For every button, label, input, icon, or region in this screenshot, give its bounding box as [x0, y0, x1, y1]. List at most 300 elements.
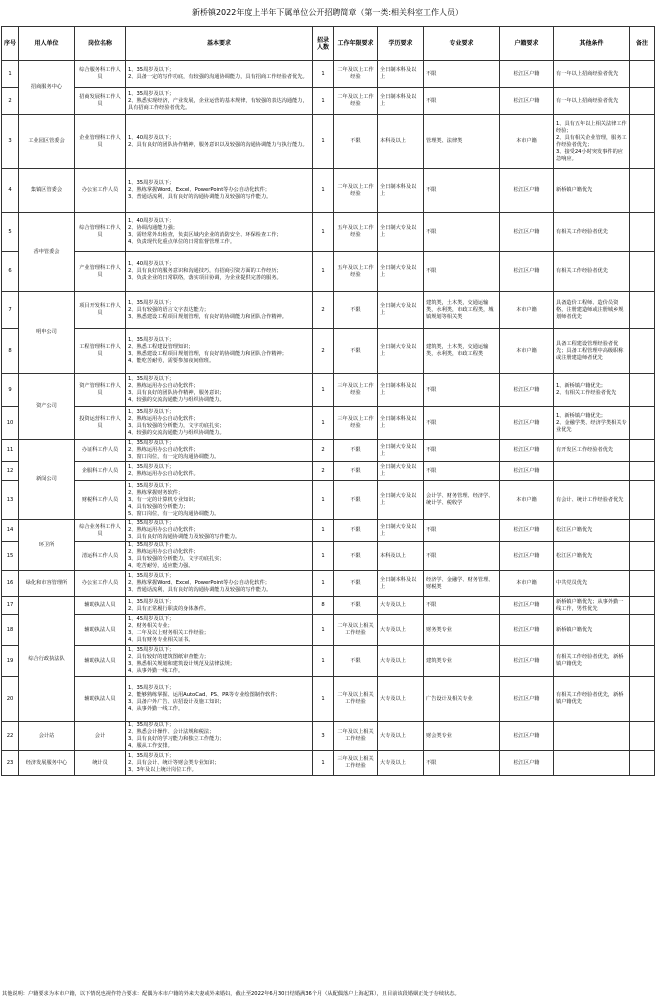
requirements-cell — [126, 481, 313, 520]
requirement-line: 2、熟练掌握Word、Excel、PowerPoint等办公自动化软件； — [128, 187, 270, 193]
other-conditions-cell: 中共党员优先 — [554, 571, 630, 597]
row-number: 6 — [2, 252, 19, 292]
requirements-cell — [126, 722, 313, 751]
other-conditions-cell: 新桥镇户籍优先；从事外勤一线工作，男性优先 — [554, 597, 630, 615]
work-years-cell: 三年及以上工作经验 — [334, 374, 378, 407]
education-cell: 全日制大专及以上 — [378, 252, 424, 292]
post-cell: 投资运营科工作人员 — [75, 407, 126, 440]
table-row — [2, 88, 655, 115]
work-years-cell: 不限 — [334, 481, 378, 520]
table-row — [2, 646, 655, 677]
major-cell: 不限 — [424, 542, 500, 571]
requirement-line: 1、35周岁及以下； — [128, 482, 175, 489]
hukou-cell: 松江区户籍 — [500, 597, 554, 615]
post-cell: 企业管理科工作人员 — [75, 115, 126, 169]
other-conditions-cell — [554, 751, 630, 776]
table-row — [2, 462, 655, 481]
note-cell — [630, 88, 655, 115]
major-cell: 广告设计及相关专业 — [424, 677, 500, 722]
work-years-cell: 五年及以上工作经验 — [334, 213, 378, 252]
row-number: 19 — [2, 646, 19, 677]
requirement-line: 1、35周岁及以下； — [128, 90, 175, 97]
hukou-cell: 本市户籍 — [500, 481, 554, 520]
recruitment-table — [1, 26, 655, 776]
row-number: 13 — [2, 481, 19, 520]
note-cell — [630, 542, 655, 571]
row-number: 15 — [2, 542, 19, 571]
major-cell: 管理类、法律类 — [424, 115, 500, 169]
requirement-line: 1、35周岁及以下； — [128, 376, 175, 382]
requirement-line: 1、35周岁及以下； — [128, 542, 175, 548]
work-years-cell: 二年及以上工作经验 — [334, 88, 378, 115]
requirement-line: 3、具有良好的团队协作精神，服务意识； — [128, 390, 225, 396]
requirement-line: 2、协调沟通能力强； — [128, 225, 178, 231]
table-row — [2, 213, 655, 252]
education-cell: 大专及以上 — [378, 722, 424, 751]
major-cell: 建筑类，土木类，交通运输类，水利类，市政工程类，城镇规划等相关类 — [424, 292, 500, 329]
major-cell: 不限 — [424, 520, 500, 542]
education-cell: 本科及以上 — [378, 542, 424, 571]
post-cell: 综合服务科工作人员 — [75, 61, 126, 88]
table-row — [2, 542, 655, 571]
row-number: 20 — [2, 677, 19, 722]
other-conditions-cell: 有一年以上招商经验者优先 — [554, 88, 630, 115]
table-row — [2, 407, 655, 440]
post-cell: 项目开发科工作人员 — [75, 292, 126, 329]
major-cell: 不限 — [424, 440, 500, 462]
table-row — [2, 329, 655, 374]
table-row — [2, 520, 655, 542]
education-cell: 全日制本科及以上 — [378, 88, 424, 115]
education-cell: 全日制本科及以上 — [378, 61, 424, 88]
requirements-cell — [126, 597, 313, 615]
other-conditions-cell: 有相关工作经验者优先，新桥镇户籍优先 — [554, 646, 630, 677]
hukou-cell: 松江区户籍 — [500, 252, 554, 292]
note-cell — [630, 597, 655, 615]
note-cell — [630, 407, 655, 440]
requirement-line: 3、具有良好的沟通协调能力及较强的写作能力。 — [128, 534, 241, 540]
requirement-line: 1、35周岁及以下； — [128, 647, 175, 653]
requirement-line: 3、窗口岗位，有一定的沟通协调能力。 — [128, 454, 220, 460]
row-number: 7 — [2, 292, 19, 329]
requirement-line: 4、能吃苦耐劳，需要参加夜间值班。 — [128, 358, 215, 364]
headcount-cell: 2 — [313, 329, 334, 374]
requirement-line: 1、35周岁及以下； — [128, 180, 175, 186]
work-years-cell: 不限 — [334, 329, 378, 374]
table-row — [2, 481, 655, 520]
note-cell — [630, 292, 655, 329]
hukou-cell: 松江区户籍 — [500, 462, 554, 481]
row-number: 14 — [2, 520, 19, 542]
major-cell: 不限 — [424, 597, 500, 615]
work-years-cell: 三年及以上工作经验 — [334, 407, 378, 440]
row-number: 3 — [2, 115, 19, 169]
work-years-cell: 二年及以上工作经验 — [334, 61, 378, 88]
requirements-cell — [126, 252, 313, 292]
row-number: 11 — [2, 440, 19, 462]
requirement-line: 2、具有较强的语言文字表达能力； — [128, 306, 210, 313]
post-cell: 招商发展科工作人员 — [75, 88, 126, 115]
hukou-cell: 松江区户籍 — [500, 615, 554, 646]
header-cell: 工作年限要求 — [334, 27, 378, 61]
hukou-cell: 松江区户籍 — [500, 646, 554, 677]
education-cell: 大专及以上 — [378, 615, 424, 646]
employer-cell: 明申公司 — [19, 292, 75, 374]
hukou-cell: 本市户籍 — [500, 292, 554, 329]
education-cell: 大专及以上 — [378, 646, 424, 677]
requirement-line: 1、35周岁及以下； — [128, 722, 175, 728]
header-cell: 备注 — [630, 27, 655, 61]
work-years-cell: 二年及以上相关工作经验 — [334, 615, 378, 646]
work-years-cell: 五年及以上工作经验 — [334, 252, 378, 292]
employer-cell: 招商服务中心 — [19, 61, 75, 115]
major-cell: 不限 — [424, 407, 500, 440]
other-conditions-cell: 新桥镇户籍优先 — [554, 169, 630, 213]
requirements-cell — [126, 61, 313, 88]
table-row — [2, 292, 655, 329]
requirement-line: 4、服从工作安排。 — [128, 743, 173, 749]
requirement-line: 1、35周岁及以下； — [128, 409, 175, 415]
headcount-cell: 1 — [313, 751, 334, 776]
hukou-cell: 松江区户籍 — [500, 677, 554, 722]
other-conditions-cell: 有相关工作经验者优先，新桥镇户籍优先 — [554, 677, 630, 722]
work-years-cell: 不限 — [334, 520, 378, 542]
education-cell: 大专及以上 — [378, 597, 424, 615]
education-cell: 全日制本科及以上 — [378, 169, 424, 213]
post-cell: 清运科工作人员 — [75, 542, 126, 571]
post-cell: 财税科工作人员 — [75, 481, 126, 520]
requirement-line: 3、普通话流利，具有良好的沟通协调能力及较强的写作能力。 — [128, 194, 272, 200]
hukou-cell: 松江区户籍 — [500, 169, 554, 213]
row-number: 18 — [2, 615, 19, 646]
footer-note: 其他说明：户籍要求为本市户籍，以下情况也视作符合要求：配偶为本市户籍的外来夫妻或外来婚妇，截止至2022年6月30日结婚满36个月（从配偶落户上海起算），且目前该段婚姻正处于存续状态。 — [2, 991, 460, 997]
requirement-line: 1、35周岁及以下； — [128, 520, 175, 526]
employer-cell: 集镇区管委会 — [19, 169, 75, 213]
requirement-line: 2、能够熟练掌握、运用AutoCad、PS、PR等专业绘图制作软件； — [128, 692, 281, 698]
table-row — [2, 597, 655, 615]
requirement-line: 4、从事外勤一线工作。 — [128, 668, 184, 674]
post-cell: 综合业务科工作人员 — [75, 520, 126, 542]
requirement-line: 2、熟练运用办公自动化软件。 — [128, 471, 199, 477]
requirement-line: 5、窗口岗位，有一定的沟通协调能力。 — [128, 510, 220, 517]
requirement-line: 1、35周岁及以下； — [128, 299, 175, 306]
requirements-cell — [126, 615, 313, 646]
headcount-cell: 1 — [313, 252, 334, 292]
headcount-cell: 1 — [313, 213, 334, 252]
requirement-line: 3、具备户外广告、店招设计及施工知识； — [128, 699, 225, 705]
requirements-cell — [126, 407, 313, 440]
headcount-cell: 1 — [313, 88, 334, 115]
hukou-cell: 松江区户籍 — [500, 407, 554, 440]
requirement-line: 1、35周岁及以下； — [128, 440, 175, 446]
note-cell — [630, 677, 655, 722]
work-years-cell: 二年及以上工作经验 — [334, 169, 378, 213]
requirements-cell — [126, 440, 313, 462]
post-cell: 办证科工作人员 — [75, 440, 126, 462]
requirement-line: 3、具有较强的分析能力，文字功底扎实； — [128, 556, 225, 562]
requirements-cell — [126, 751, 313, 776]
hukou-cell: 本市户籍 — [500, 115, 554, 169]
requirement-line: 2、熟练运用办公自动化软件； — [128, 447, 199, 453]
requirement-line: 1、35周岁及以下； — [128, 67, 175, 73]
other-conditions-cell: 有会计、统计工作经验者优先 — [554, 481, 630, 520]
requirement-line: 2、具备一定的写作功底，有较强的沟通协调能力，具有招商工作经验者优先。 — [128, 74, 308, 80]
requirements-cell — [126, 462, 313, 481]
requirements-cell — [126, 571, 313, 597]
requirement-line: 2、熟练运用办公自动化软件； — [128, 527, 199, 533]
education-cell: 全日制大专及以上 — [378, 329, 424, 374]
requirement-line: 3、具有良好的学习能力和独立工作能力； — [128, 736, 225, 742]
work-years-cell: 不限 — [334, 462, 378, 481]
note-cell — [630, 462, 655, 481]
work-years-cell: 不限 — [334, 597, 378, 615]
other-conditions-cell: 有开发区工作经验者优先 — [554, 440, 630, 462]
requirement-line: 1、40周岁及以下； — [128, 134, 175, 141]
other-conditions-cell: 1、新桥镇户籍优先； 2、金融学类、经济学类相关专业优先 — [554, 407, 630, 440]
row-number: 12 — [2, 462, 19, 481]
requirement-line: 4、较强的交流沟通能力与组织协调能力。 — [128, 397, 225, 403]
post-cell: 辅助执法人员 — [75, 597, 126, 615]
headcount-cell: 1 — [313, 374, 334, 407]
employer-cell: 香申管委会 — [19, 213, 75, 292]
other-conditions-cell: 有相关工作经验者优先 — [554, 213, 630, 252]
employer-cell: 会计站 — [19, 722, 75, 751]
post-cell: 产业管理科工作人员 — [75, 252, 126, 292]
row-number: 8 — [2, 329, 19, 374]
requirements-cell — [126, 677, 313, 722]
requirements-cell — [126, 115, 313, 169]
post-cell: 办公室工作人员 — [75, 169, 126, 213]
major-cell: 不限 — [424, 213, 500, 252]
other-conditions-cell: 具备造价工程师、造价员资格，注册建造师或注册城乡规划师者优先 — [554, 292, 630, 329]
work-years-cell: 二年及以上相关工作经验 — [334, 722, 378, 751]
requirement-line: 3、具有较强的分析能力，文字功底扎实； — [128, 423, 225, 429]
requirement-line: 2、熟练运用办公自动化软件； — [128, 383, 199, 389]
document-title: 新桥镇2022年度上半年下属单位公开招聘简章（第一类:相关科室工作人员） — [191, 8, 464, 17]
table-header — [2, 27, 655, 61]
header-cell: 专业要求 — [424, 27, 500, 61]
education-cell: 全日制大专及以上 — [378, 481, 424, 520]
note-cell — [630, 722, 655, 751]
requirement-line: 3、需经常外出检查，负责区域内企业的消防安全、环保检查工作； — [128, 232, 282, 238]
work-years-cell: 三年及以上相关工作经验 — [334, 751, 378, 776]
major-cell: 经济学、金融学、财务管理、财税类 — [424, 571, 500, 597]
hukou-cell: 松江区户籍 — [500, 374, 554, 407]
requirement-line: 2、熟练运用办公自动化软件； — [128, 416, 199, 422]
requirements-cell — [126, 374, 313, 407]
note-cell — [630, 615, 655, 646]
requirement-line: 2、熟练掌握Word、Excel、PowerPoint等办公自动化软件； — [128, 580, 270, 586]
other-conditions-cell — [554, 462, 630, 481]
post-cell: 会计 — [75, 722, 126, 751]
requirement-line: 1、35周岁及以下； — [128, 752, 175, 759]
requirement-line: 4、负责现代化重点单位的日常监督管理工作。 — [128, 239, 236, 245]
row-number: 4 — [2, 169, 19, 213]
requirement-line: 4、具有财务专业相关证书。 — [128, 637, 194, 643]
headcount-cell: 1 — [313, 542, 334, 571]
headcount-cell: 1 — [313, 169, 334, 213]
headcount-cell: 1 — [313, 520, 334, 542]
note-cell — [630, 646, 655, 677]
header-cell: 学历要求 — [378, 27, 424, 61]
header-cell: 基本要求 — [126, 27, 313, 61]
hukou-cell: 松江区户籍 — [500, 88, 554, 115]
row-number: 17 — [2, 597, 19, 615]
note-cell — [630, 374, 655, 407]
post-cell: 辅助执法人员 — [75, 677, 126, 722]
headcount-cell: 8 — [313, 597, 334, 615]
employer-cell: 综合行政执法队 — [19, 597, 75, 722]
hukou-cell: 本市户籍 — [500, 329, 554, 374]
header-cell: 序号 — [2, 27, 19, 61]
requirement-line: 2、具有良好的团队协作精神，服务意识以及较强的沟通协调能力与执行能力。 — [128, 141, 308, 148]
row-number: 1 — [2, 61, 19, 88]
row-number: 22 — [2, 722, 19, 751]
table-row — [2, 252, 655, 292]
requirement-line: 1、45周岁及以下； — [128, 616, 175, 622]
headcount-cell: 1 — [313, 571, 334, 597]
requirement-line: 2、熟悉工程建设管理知识； — [128, 344, 194, 350]
post-cell: 办公室工作人员 — [75, 571, 126, 597]
hukou-cell: 本市户籍 — [500, 571, 554, 597]
requirements-cell — [126, 88, 313, 115]
table-row — [2, 722, 655, 751]
post-cell: 工程管理科工作人员 — [75, 329, 126, 374]
requirement-line: 1、35周岁及以下； — [128, 464, 175, 470]
headcount-cell: 2 — [313, 462, 334, 481]
note-cell — [630, 115, 655, 169]
requirement-line: 2、具有良好的服务意识和沟通技巧，有招商引资方面的工作经历； — [128, 268, 282, 274]
requirements-cell — [126, 520, 313, 542]
headcount-cell: 1 — [313, 615, 334, 646]
major-cell: 不限 — [424, 88, 500, 115]
employer-cell: 环卫所 — [19, 520, 75, 571]
requirement-line: 1、35周岁及以下； — [128, 598, 175, 605]
education-cell: 全日制本科及以上 — [378, 571, 424, 597]
major-cell: 不限 — [424, 462, 500, 481]
education-cell: 全日制大专及以上 — [378, 213, 424, 252]
requirement-line: 1、35周岁及以下； — [128, 685, 175, 691]
hukou-cell: 松江区户籍 — [500, 61, 554, 88]
headcount-cell: 1 — [313, 481, 334, 520]
header-cell: 招录人数 — [313, 27, 334, 61]
requirement-line: 1、40周岁及以下； — [128, 261, 175, 267]
other-conditions-cell: 松江区户籍优先 — [554, 520, 630, 542]
other-conditions-cell: 有相关工作经验者优先 — [554, 252, 630, 292]
education-cell: 全日制本科及以上 — [378, 374, 424, 407]
table-row — [2, 169, 655, 213]
major-cell: 建筑类，土木类，交通运输类，水利类，市政工程类 — [424, 329, 500, 374]
employer-cell: 工业园区管委会 — [19, 115, 75, 169]
requirement-line: 3、普通话流利，具有良好的沟通协调能力及较强的写作能力。 — [128, 587, 272, 593]
major-cell: 建筑类专业 — [424, 646, 500, 677]
work-years-cell: 不限 — [334, 571, 378, 597]
header-cell: 户籍要求 — [500, 27, 554, 61]
work-years-cell: 不限 — [334, 440, 378, 462]
education-cell: 全日制大专及以上 — [378, 462, 424, 481]
note-cell — [630, 440, 655, 462]
post-cell: 综合管理科工作人员 — [75, 213, 126, 252]
requirement-line: 4、具有较强的分析能力； — [128, 503, 189, 510]
major-cell: 不限 — [424, 61, 500, 88]
requirement-line: 2、熟悉实现经济，产业发展，企业运营的基本规律，有较强的表达沟通能力，具有招商工作经验者优先。 — [128, 97, 308, 111]
hukou-cell: 松江区户籍 — [500, 542, 554, 571]
education-cell: 全日制大专及以上 — [378, 440, 424, 462]
education-cell: 大专及以上 — [378, 677, 424, 722]
headcount-cell: 1 — [313, 115, 334, 169]
education-cell: 全日制大专及以上 — [378, 520, 424, 542]
other-conditions-cell: 1、具有五年以上相关法律工作经验； 2、具有相关企业管理，服务工作经验者优先； 3、接受24小时突发事件的应急响应。 — [554, 115, 630, 169]
requirement-line: 3、二年及以上财务相关工作经验； — [128, 630, 210, 636]
requirements-cell — [126, 542, 313, 571]
other-conditions-cell: 1、新桥镇户籍优先； 2、有相关工作经验者优先 — [554, 374, 630, 407]
table-row — [2, 677, 655, 722]
headcount-cell: 1 — [313, 407, 334, 440]
major-cell: 不限 — [424, 374, 500, 407]
headcount-cell: 2 — [313, 292, 334, 329]
work-years-cell: 不限 — [334, 292, 378, 329]
table-row — [2, 751, 655, 776]
employer-cell: 新闵公司 — [19, 440, 75, 520]
headcount-cell: 1 — [313, 677, 334, 722]
education-cell: 本科及以上 — [378, 115, 424, 169]
other-conditions-cell: 新桥镇户籍优先 — [554, 615, 630, 646]
requirements-cell — [126, 169, 313, 213]
table-row — [2, 115, 655, 169]
table-row — [2, 61, 655, 88]
hukou-cell: 松江区户籍 — [500, 722, 554, 751]
education-cell: 全日制大专及以上 — [378, 292, 424, 329]
requirement-line: 2、熟练运用办公自动化软件； — [128, 549, 199, 555]
requirement-line: 2、具有正常履行职责的身体条件。 — [128, 605, 210, 612]
note-cell — [630, 329, 655, 374]
table-row — [2, 571, 655, 597]
other-conditions-cell: 松江区户籍优先 — [554, 542, 630, 571]
major-cell: 财务类专业 — [424, 615, 500, 646]
requirement-line: 2、具有较好的建筑图纸审查能力； — [128, 654, 210, 660]
requirement-line: 2、财务相关专业； — [128, 623, 173, 629]
header-cell: 其他条件 — [554, 27, 630, 61]
requirement-line: 4、较强的交流沟通能力与组织协调能力。 — [128, 430, 225, 436]
table-row — [2, 374, 655, 407]
hukou-cell: 松江区户籍 — [500, 520, 554, 542]
note-cell — [630, 213, 655, 252]
hukou-cell: 松江区户籍 — [500, 440, 554, 462]
post-cell: 统计员 — [75, 751, 126, 776]
education-cell: 全日制本科及以上 — [378, 407, 424, 440]
requirements-cell — [126, 646, 313, 677]
major-cell: 会计学、财务管理、经济学、统计学、税收学 — [424, 481, 500, 520]
work-years-cell: 不限 — [334, 646, 378, 677]
note-cell — [630, 61, 655, 88]
major-cell: 不限 — [424, 169, 500, 213]
row-number: 16 — [2, 571, 19, 597]
note-cell — [630, 751, 655, 776]
work-years-cell: 不限 — [334, 115, 378, 169]
hukou-cell: 松江区户籍 — [500, 213, 554, 252]
note-cell — [630, 481, 655, 520]
requirements-cell — [126, 292, 313, 329]
post-cell: 企服科工作人员 — [75, 462, 126, 481]
requirement-line: 3、负责企业的日常联络，落实项目协调，为企业提供完善的服务。 — [128, 275, 282, 281]
other-conditions-cell — [554, 722, 630, 751]
requirement-line: 3、熟悉建设工程项目规划管理，有良好的协调能力和团队合作精神； — [128, 351, 287, 357]
post-cell: 辅助执法人员 — [75, 646, 126, 677]
requirement-line: 3、有一定的计算机专业知识； — [128, 496, 199, 503]
employer-cell: 经济发展服务中心 — [19, 751, 75, 776]
note-cell — [630, 571, 655, 597]
headcount-cell: 1 — [313, 61, 334, 88]
